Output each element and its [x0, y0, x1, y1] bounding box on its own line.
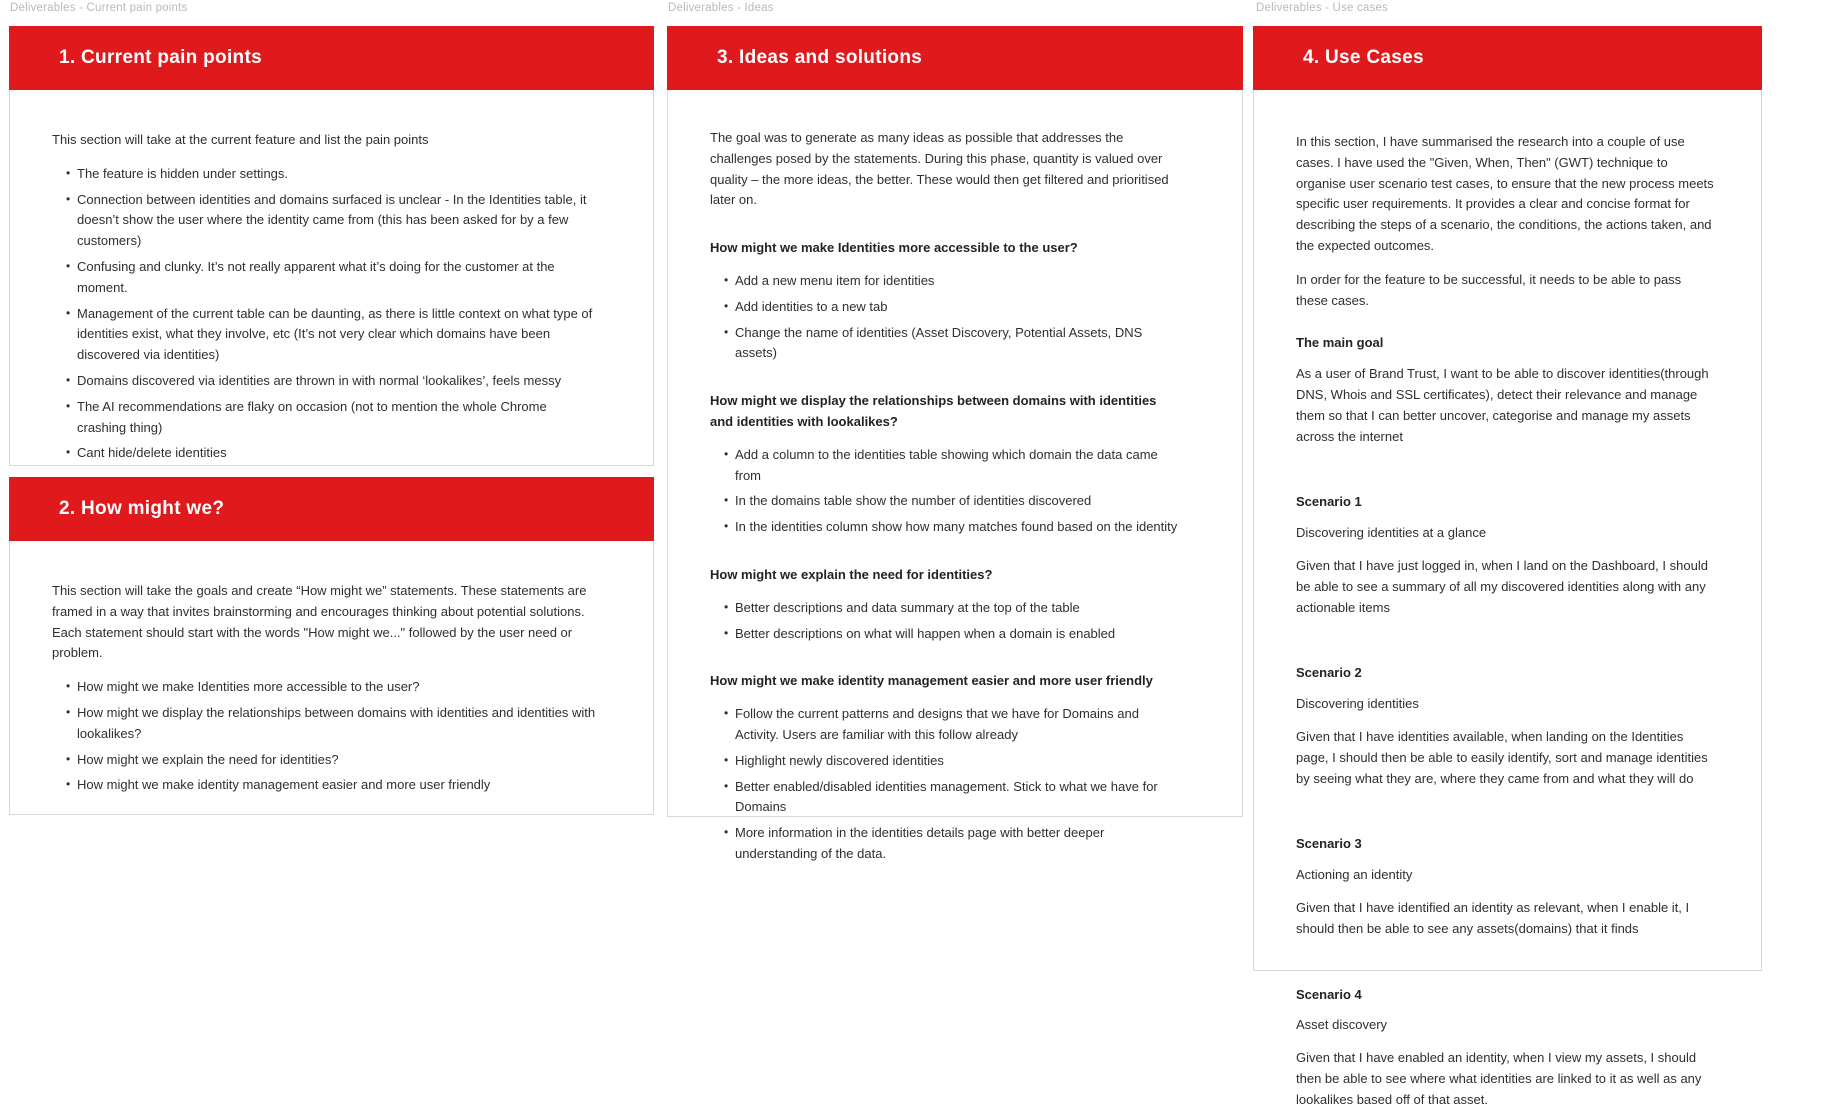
intro-paragraph: The goal was to generate as many ideas as possible that addresses the challenges posed by the statements. During this phase, quantity is valued over quality – the more ideas, the better. These would then get filtered and prioritised later on. — [710, 130, 1169, 208]
idea-section-heading: How might we explain the need for identities? — [710, 566, 993, 582]
bullet-list — [710, 598, 1182, 645]
card-header-use-cases — [1253, 26, 1762, 90]
intro-paragraph: In order for the feature to be successful, it needs to be able to pass these cases. — [1296, 271, 1682, 308]
scenario-heading: Scenario 3 — [1296, 836, 1362, 852]
idea-section-heading: How might we display the relationships between domains with identities and identities with lookalikes? — [710, 393, 1157, 429]
scenario-text: Given that I have enabled an identity, when I view my assets, I should then be able to see where what identities are linked to it as well as any lookalikes based off of that asset. — [1296, 1050, 1702, 1107]
scenario-subtitle: Actioning an identity — [1296, 867, 1413, 883]
bullet-item: • Change the name of identities (Asset Discovery, Potential Assets, DNS assets) — [724, 323, 1182, 365]
bullet-item: • Management of the current table can be daunting, as there is little context on what type of identities exist, what they involve, etc (It’s not very clear which domains have been discovered via identities) — [66, 304, 598, 366]
bullet-item: • Add a new menu item for identities — [724, 271, 1182, 292]
bullet-list — [710, 704, 1182, 865]
frame-label-ideas[interactable]: Deliverables - Ideas — [668, 2, 774, 14]
scenario-block — [1296, 663, 1715, 789]
intro-paragraph: This section will take at the current feature and list the pain points — [52, 132, 429, 147]
card-body-current-pain-points — [10, 90, 653, 464]
bullet-item: • Domains discovered via identities are thrown in with normal ‘lookalikes’, feels messy — [66, 371, 598, 392]
bullet-item: • Confusing and clunky. It’s not really apparent what it’s doing for the customer at the moment. — [66, 257, 598, 299]
main-goal-text: As a user of Brand Trust, I want to be able to discover identities(through DNS, Whois and SSL certificates), detect their relevance and manage them so that I can better uncover, categorise and manage my assets across the internet — [1296, 366, 1709, 444]
scenario-text: Given that I have identified an identity as relevant, when I enable it, I should then be able to see any assets(domains) that it finds — [1296, 899, 1690, 936]
bullet-list — [710, 445, 1182, 538]
intro-paragraph: In this section, I have summarised the research into a couple of use cases. I have used the "Given, When, Then" (GWT) technique to organise user scenario test cases, to ensure that the new process meets specific user requirements. It provides a clear and concise format for describing the steps of a scenario, the conditions, the actions taken, and the expected outcomes. — [1296, 134, 1714, 253]
scenario-block — [1296, 492, 1715, 618]
card-use-cases[interactable] — [1253, 26, 1762, 1107]
bullet-item: • Highlight newly discovered identities — [724, 751, 1182, 772]
bullet-item: • The AI recommendations are flaky on occasion (not to mention the whole Chrome crashing thing) — [66, 397, 598, 439]
bullet-item: • Follow the current patterns and designs that we have for Domains and Activity. Users are familiar with this follow already — [724, 704, 1182, 746]
intro-paragraph: This section will take the goals and create “How might we” statements. These statements are framed in a way that invites brainstorming and encourages thinking about potential solutions. Each statement should start with the words "How might we..." followed by the user need or problem. — [52, 583, 587, 661]
card-title: 1. Current pain points — [59, 47, 262, 68]
card-how-might-we[interactable] — [9, 477, 654, 815]
bullet-item: • Better descriptions on what will happen when a domain is enabled — [724, 624, 1182, 645]
bullet-item: • In the identities column show how many matches found based on the identity — [724, 517, 1182, 538]
bullet-item: • Add identities to a new tab — [724, 297, 1182, 318]
bullet-item: • Better enabled/disabled identities management. Stick to what we have for Domains — [724, 777, 1182, 819]
card-header-ideas — [667, 26, 1243, 90]
card-ideas-and-solutions[interactable] — [667, 26, 1243, 861]
scenario-subtitle: Discovering identities at a glance — [1296, 525, 1487, 541]
scenario-text: Given that I have just logged in, when I land on the Dashboard, I should be able to see a summary of all my discovered identities along with any actionable items — [1296, 557, 1708, 615]
bullet-item: • Connection between identities and domains surfaced is unclear - In the Identities table, it doesn’t show the user where the identity came from (this has been asked for by a few customers) — [66, 190, 598, 252]
scenario-subtitle: Discovering identities — [1296, 696, 1419, 712]
idea-section-heading: How might we make identity management easier and more user friendly — [710, 673, 1153, 689]
card-body-ideas — [668, 90, 1242, 865]
card-title: 3. Ideas and solutions — [717, 47, 923, 68]
bullet-list — [52, 164, 598, 464]
scenario-block — [1296, 985, 1715, 1111]
card-header-how-might-we — [9, 477, 654, 541]
scenario-subtitle: Asset discovery — [1296, 1017, 1388, 1033]
card-body-use-cases — [1254, 90, 1761, 1111]
card-body-how-might-we — [10, 541, 653, 796]
idea-section — [710, 391, 1182, 538]
scenario-heading: Scenario 4 — [1296, 986, 1362, 1002]
frame-label-use-cases[interactable]: Deliverables - Use cases — [1256, 2, 1388, 14]
scenario-block — [1296, 834, 1715, 939]
bullet-item: • How might we make identity management easier and more user friendly — [66, 775, 598, 796]
bullet-item: • The feature is hidden under settings. — [66, 164, 598, 185]
bullet-item: • How might we make Identities more accessible to the user? — [66, 677, 598, 698]
idea-section — [710, 671, 1182, 864]
bullet-item: • Cant hide/delete identities — [66, 443, 598, 464]
scenario-heading: Scenario 2 — [1296, 665, 1362, 681]
bullet-list — [52, 677, 598, 796]
bullet-item: • Better descriptions and data summary at the top of the table — [724, 598, 1182, 619]
frame-label-current-pain-points[interactable]: Deliverables - Current pain points — [10, 2, 188, 14]
idea-section — [710, 238, 1182, 364]
card-current-pain-points[interactable] — [9, 26, 654, 466]
card-title: 4. Use Cases — [1303, 47, 1424, 68]
bullet-item: • How might we explain the need for identities? — [66, 750, 598, 771]
bullet-item: • More information in the identities details page with better deeper understanding of the data. — [724, 823, 1182, 865]
bullet-item: • In the domains table show the number of identities discovered — [724, 491, 1182, 512]
idea-section — [710, 565, 1182, 644]
scenario-heading: Scenario 1 — [1296, 494, 1362, 510]
card-title: 2. How might we? — [59, 498, 225, 519]
main-goal-heading: The main goal — [1296, 335, 1384, 351]
scenario-text: Given that I have identities available, when landing on the Identities page, I should then be able to easily identify, sort and manage identities by seeing what they are, where they came from and what they will do — [1296, 728, 1708, 786]
bullet-item: • Add a column to the identities table showing which domain the data came from — [724, 445, 1182, 487]
idea-section-heading: How might we make Identities more accessible to the user? — [710, 240, 1078, 256]
bullet-item: • How might we display the relationships between domains with identities and identities with lookalikes? — [66, 703, 598, 745]
bullet-list — [710, 271, 1182, 364]
card-header-current-pain-points — [9, 26, 654, 90]
